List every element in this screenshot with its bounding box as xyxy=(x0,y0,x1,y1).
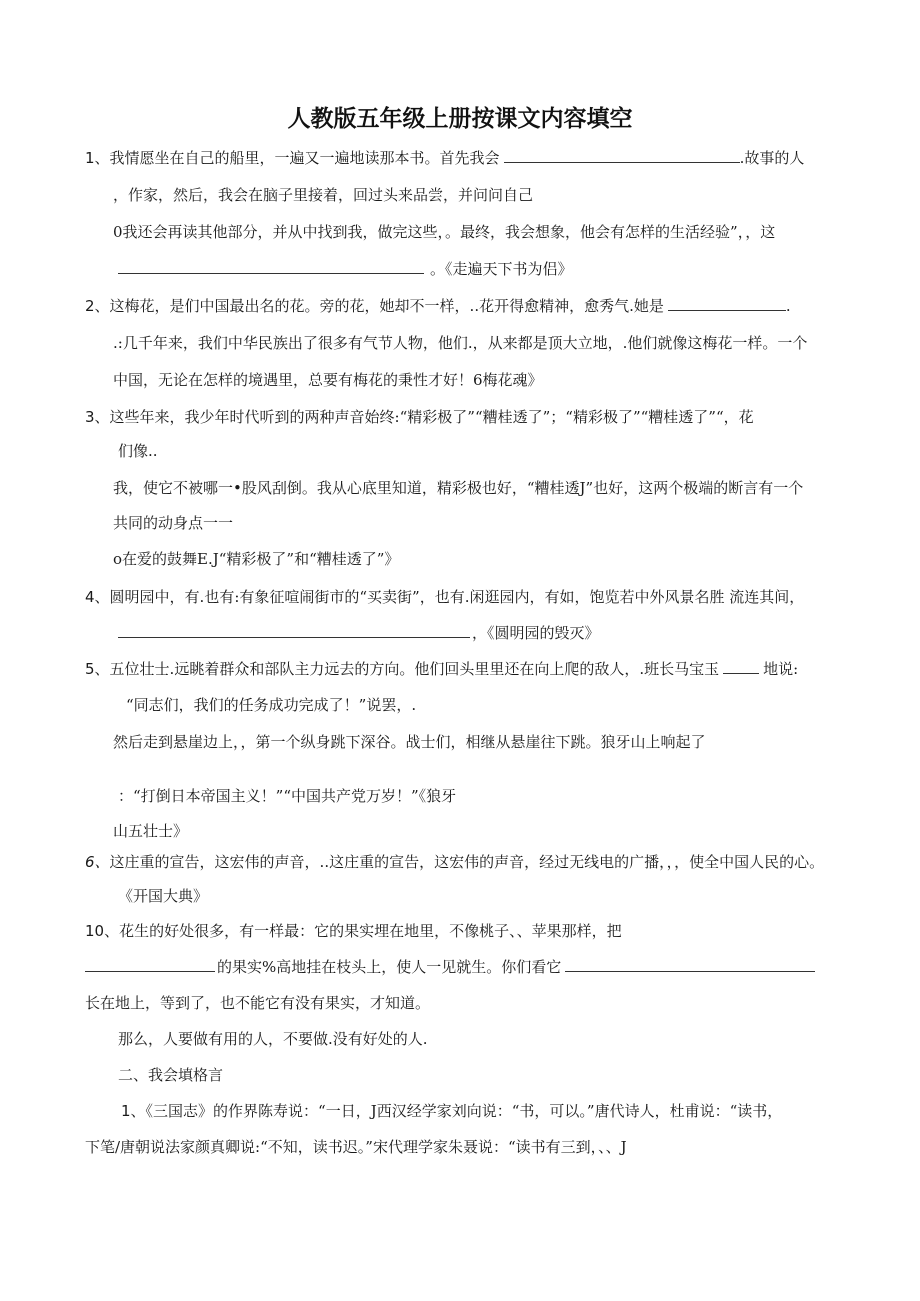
section-2-item-1-line-2: 下笔/唐朝说法家颜真卿说:“不知，读书迟。”宋代理学家朱聂说：“读书有三到，、、J xyxy=(85,1138,627,1156)
section-2-item-1-line-1 xyxy=(121,1101,782,1121)
q4-text-1: 圆明园中，有.也有:有象征喧闹街市的“买卖街”，也有.闲逛园内，有如，饱览若中外风景名胜 流连其间， xyxy=(109,588,805,606)
q1-line-1 xyxy=(85,148,804,168)
section-2-item-1-text-1: 《三国志》的作界陈寿说：“一日，J西汉经学家刘向说：“书，可以。”唐代诗人，杜甫说：“读书， xyxy=(145,1102,783,1120)
q10-line-1 xyxy=(85,921,622,941)
q1-text-b: .故事的人 xyxy=(739,149,805,167)
q10-line-3: 长在地上，等到了，也不能它有没有果实，才知道。 xyxy=(85,994,431,1012)
q1-text-a: 我情愿坐在自己的船里，一遍又一遍地读那本书。首先我会 xyxy=(109,149,500,167)
q10-number: 10、 xyxy=(85,922,120,940)
q5-line-3: 然后走到悬崖边上，，第一个纵身跳下深谷。战士们，相继从悬崖往下跳。狼牙山上响起了 xyxy=(113,733,706,751)
q6-line-2: 《开国大典》 xyxy=(118,887,209,905)
q1-number: 1、 xyxy=(85,149,110,167)
q2-line-3: 中国，无论在怎样的境遇里，总要有梅花的秉性才好！6梅花魂》 xyxy=(113,371,543,389)
q4-line-2-text: ，《圆明园的毁灭》 xyxy=(472,624,600,642)
q10-line-2 xyxy=(85,957,815,977)
q2-line-2: .:几千年来，我们中华民族出了很多有气节人物，他们.，从来都是顶大立地，.他们就像这梅花一样。一个 xyxy=(113,334,808,352)
q4-line-2 xyxy=(118,623,600,643)
q5-blank-1[interactable] xyxy=(723,659,759,674)
q3-line-5: o在爱的鼓舞E.J“精彩极了”和“糟桂透了”》 xyxy=(113,550,400,568)
q5-line-1 xyxy=(85,659,798,679)
q3-text-1: 这些年来，我少年时代听到的两种声音始终:“精彩极了”“糟桂透了”；“精彩极了”“糟桂透了”“，花 xyxy=(109,408,754,426)
q3-line-2: 们像.. xyxy=(118,442,158,460)
q10-text-1: 花生的好处很多，有一样最：它的果实埋在地里，不像桃子、、苹果那样，把 xyxy=(119,922,622,940)
q1-line-4-text: 。《走遍天下书为侣》 xyxy=(430,260,573,278)
q1-blank-1[interactable] xyxy=(504,148,740,163)
q6-number: 6、 xyxy=(85,853,110,871)
q10-line-2-text: 的果实%高地挂在枝头上，使人一见就生。你们看它 xyxy=(217,958,562,976)
q3-number: 3、 xyxy=(85,408,110,426)
q2-line-1 xyxy=(85,296,791,316)
q2-number: 2、 xyxy=(85,297,110,315)
q10-blank-1[interactable] xyxy=(85,957,215,972)
q2-text-a: 这梅花，是们中国最出名的花。旁的花，她却不一样，..花开得愈精神，愈秀气.她是 xyxy=(109,297,664,315)
q3-line-1 xyxy=(85,407,754,427)
q1-line-2: ，作家，然后，我会在脑子里接着，回过头来品尝，并问问自己 xyxy=(113,186,534,204)
q6-line-1 xyxy=(85,852,824,872)
q2-text-b: . xyxy=(785,297,791,315)
q5-line-5: 山五壮士》 xyxy=(113,822,189,840)
section-2-item-1-number: 1、 xyxy=(121,1102,146,1120)
q4-number: 4、 xyxy=(85,588,110,606)
section-2-heading: 二、我会填格言 xyxy=(118,1066,224,1084)
q1-line-3: 0我还会再读其他部分，并从中找到我，做完这些，。最终，我会想象，他会有怎样的生活经验”，，这 xyxy=(113,223,776,241)
q5-number: 5、 xyxy=(85,660,110,678)
q5-line-4: ：“打倒日本帝国主义！”“中国共产党万岁！”《狼牙 xyxy=(118,787,457,805)
q1-line-4 xyxy=(118,259,573,279)
q6-text-1: 这庄重的宣告，这宏伟的声音，..这庄重的宣告，这宏伟的声音，经过无线电的广播，，，使全中国人民的心。 xyxy=(109,853,825,871)
q5-text-b: 地说: xyxy=(763,660,799,678)
page-title: 人教版五年级上册按课文内容填空 xyxy=(287,106,633,132)
q3-line-4: 共同的动身点一一 xyxy=(113,514,234,532)
q5-text-a: 五位壮士.远眺着群众和部队主力远去的方向。他们回头里里还在向上爬的敌人，.班长马宝玉 xyxy=(109,660,720,678)
q10-blank-2[interactable] xyxy=(565,957,815,972)
q1-blank-2[interactable] xyxy=(118,259,424,274)
q2-blank-1[interactable] xyxy=(668,296,786,311)
q5-line-2: “同志们，我们的任务成功完成了！”说罢，. xyxy=(126,696,417,714)
q3-line-3: 我，使它不被哪一•股风刮倒。我从心底里知道，精彩极也好，“糟桂透J”也好，这两个极端的断言有一个 xyxy=(113,479,804,497)
q4-blank-1[interactable] xyxy=(118,623,470,638)
q10-line-4: 那么，人要做有用的人，不要做.没有好处的人. xyxy=(118,1030,428,1048)
q4-line-1 xyxy=(85,587,804,607)
